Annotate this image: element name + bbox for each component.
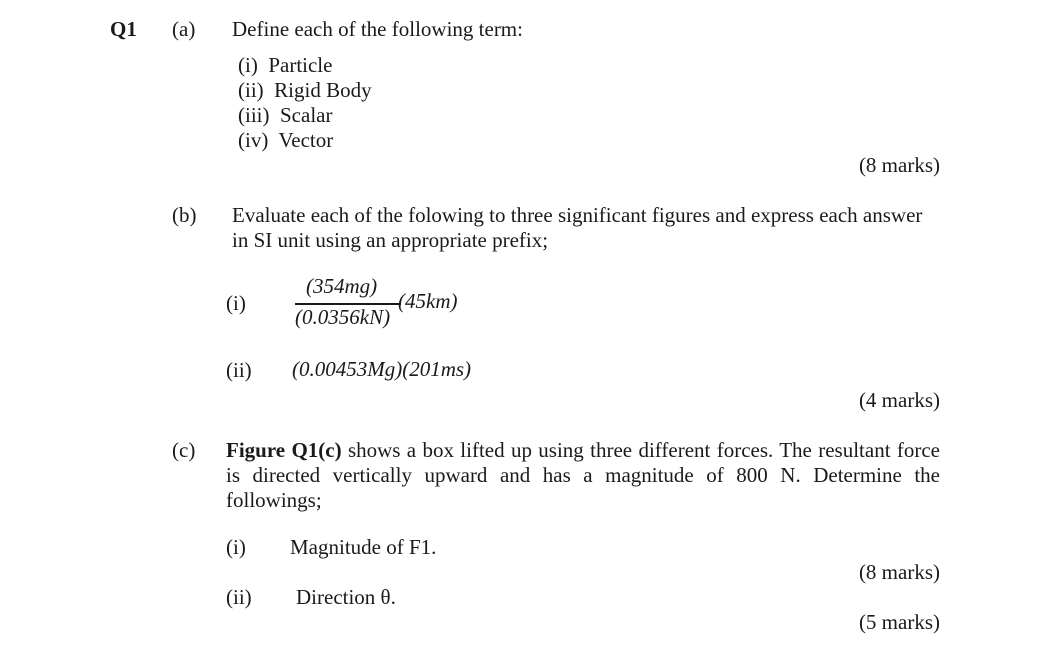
figure-reference: Figure Q1(c) <box>226 438 342 462</box>
list-item <box>238 128 333 153</box>
list-item-num: (ii) <box>238 78 264 102</box>
question-label: Q1 <box>110 17 137 41</box>
list-item-num: (iii) <box>238 103 270 127</box>
part-a-marks: (8 marks) <box>858 153 940 177</box>
list-item <box>238 103 332 128</box>
part-c-i-text: Magnitude of F1. <box>290 535 437 559</box>
fraction-denominator: (0.0356kN) <box>295 305 391 329</box>
product-expression: (0.00453Mg)(201ms) <box>292 357 472 381</box>
part-c-label: (c) <box>172 438 196 462</box>
part-c-ii-marks: (5 marks) <box>858 610 940 634</box>
fraction-factor: (45km) <box>398 289 458 313</box>
part-b-marks: (4 marks) <box>858 388 940 412</box>
part-c-ii-text: Direction θ. <box>296 585 396 609</box>
part-a-intro: Define each of the following term: <box>232 17 523 41</box>
list-item-num: (iv) <box>238 128 269 152</box>
list-item-num: (i) <box>238 53 258 77</box>
list-item-text: Rigid Body <box>274 78 372 102</box>
part-b-intro-line2: in SI unit using an appropriate prefix; <box>232 228 549 252</box>
part-b-label: (b) <box>172 203 197 227</box>
part-c-paragraph <box>226 438 940 513</box>
list-item-text: Scalar <box>280 103 333 127</box>
part-b-intro-line1: Evaluate each of the folowing to three significant figures and express each answer <box>232 203 923 227</box>
part-b-ii-num: (ii) <box>226 358 252 382</box>
part-b-i-num: (i) <box>226 291 246 315</box>
list-item <box>238 78 372 103</box>
part-a-label: (a) <box>172 17 196 41</box>
part-c-ii-num: (ii) <box>226 585 252 609</box>
list-item <box>238 53 332 78</box>
list-item-text: Particle <box>268 53 333 77</box>
fraction-numerator: (354mg) <box>306 274 378 298</box>
part-c-i-marks: (8 marks) <box>858 560 940 584</box>
fraction-expression <box>292 274 404 334</box>
part-c-i-num: (i) <box>226 535 246 559</box>
list-item-text: Vector <box>278 128 334 152</box>
part-c-text: shows a box lifted up using three different forces. The resultant force is directed vertically upward and has a magnitude of 800 N. Determine the followings; <box>226 438 940 512</box>
